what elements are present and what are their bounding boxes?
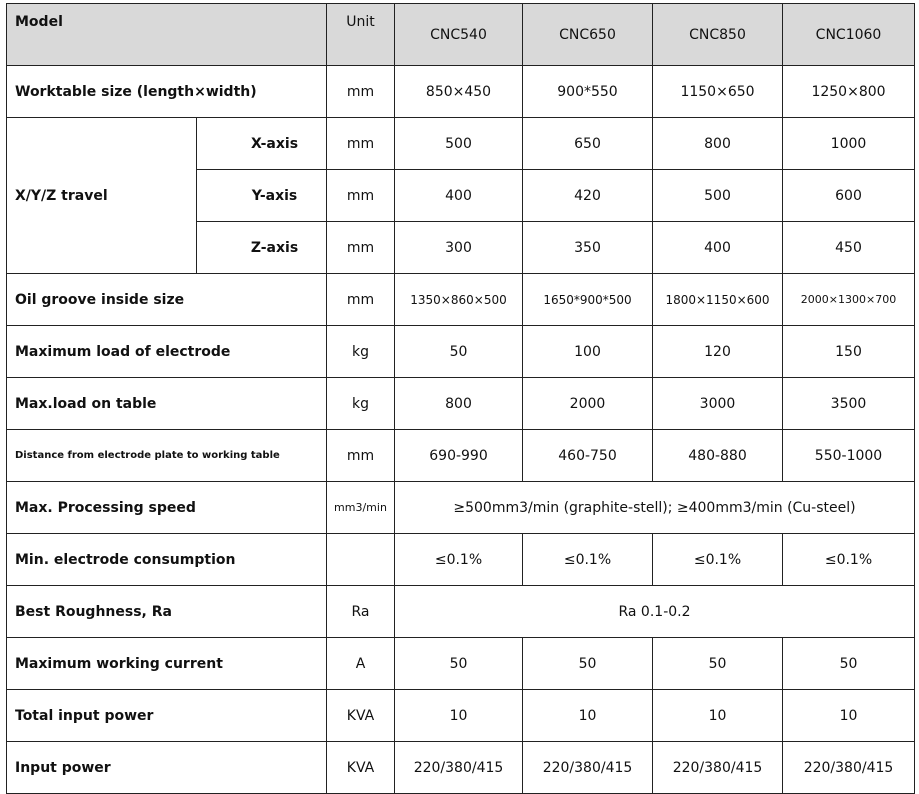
table-row-input-power — [7, 742, 915, 794]
table-row-max-current — [7, 638, 915, 690]
row-unit: kg — [327, 378, 395, 430]
cell-value: 1150×650 — [653, 66, 783, 118]
cell-value: 3000 — [653, 378, 783, 430]
cell-value-merged: ≥500mm3/min (graphite-stell); ≥400mm3/min (Cu-steel) — [395, 482, 915, 534]
cell-value: 460-750 — [523, 430, 653, 482]
cell-value: 100 — [523, 326, 653, 378]
table-row-y-axis — [7, 170, 915, 222]
cell-value: 850×450 — [395, 66, 523, 118]
cell-value: 600 — [783, 170, 915, 222]
axis-label: Z-axis — [197, 222, 327, 274]
header-row — [7, 4, 915, 66]
row-label: Maximum load of electrode — [7, 326, 327, 378]
cell-value: 1650*900*500 — [523, 274, 653, 326]
table-row-worktable — [7, 66, 915, 118]
cell-value: 50 — [395, 638, 523, 690]
table-row-max-load-table — [7, 378, 915, 430]
cell-value: 10 — [783, 690, 915, 742]
cell-value: 500 — [653, 170, 783, 222]
row-unit: mm — [327, 274, 395, 326]
cell-value: 10 — [653, 690, 783, 742]
header-model-1: CNC540 — [395, 4, 523, 66]
table-row-distance — [7, 430, 915, 482]
cell-value: 420 — [523, 170, 653, 222]
header-model: Model — [7, 4, 327, 66]
row-label: Max. Processing speed — [7, 482, 327, 534]
cell-value: 220/380/415 — [395, 742, 523, 794]
cell-value: 1000 — [783, 118, 915, 170]
row-label: Input power — [7, 742, 327, 794]
row-label: Worktable size (length×width) — [7, 66, 327, 118]
cell-value: 400 — [395, 170, 523, 222]
header-model-2: CNC650 — [523, 4, 653, 66]
cell-value: 690-990 — [395, 430, 523, 482]
cell-value: 150 — [783, 326, 915, 378]
table-row-roughness — [7, 586, 915, 638]
row-unit: mm — [327, 222, 395, 274]
row-label: X/Y/Z travel — [7, 170, 197, 222]
cell-value: 50 — [523, 638, 653, 690]
row-unit: mm3/min — [327, 482, 395, 534]
row-label: Max.load on table — [7, 378, 327, 430]
row-label: Distance from electrode plate to working table — [7, 430, 327, 482]
cell-value: 900*550 — [523, 66, 653, 118]
row-unit: A — [327, 638, 395, 690]
table-row-oil-groove — [7, 274, 915, 326]
cell-value: ≤0.1% — [523, 534, 653, 586]
row-unit: mm — [327, 430, 395, 482]
spec-table — [6, 3, 915, 794]
row-label: Min. electrode consumption — [7, 534, 327, 586]
row-unit: mm — [327, 170, 395, 222]
cell-value: 350 — [523, 222, 653, 274]
cell-value: 2000×1300×700 — [783, 274, 915, 326]
travel-label-blank — [7, 222, 197, 274]
row-label: Total input power — [7, 690, 327, 742]
cell-value: 10 — [523, 690, 653, 742]
row-unit — [327, 534, 395, 586]
table-row-total-power — [7, 690, 915, 742]
row-unit: mm — [327, 118, 395, 170]
cell-value: 1350×860×500 — [395, 274, 523, 326]
cell-value: 800 — [395, 378, 523, 430]
cell-value: 300 — [395, 222, 523, 274]
cell-value: 50 — [783, 638, 915, 690]
row-unit: Ra — [327, 586, 395, 638]
row-unit: kg — [327, 326, 395, 378]
table-row-x-axis — [7, 118, 915, 170]
row-label: Oil groove inside size — [7, 274, 327, 326]
row-unit: KVA — [327, 690, 395, 742]
cell-value: 220/380/415 — [653, 742, 783, 794]
table-row-max-load-electrode — [7, 326, 915, 378]
table-row-z-axis — [7, 222, 915, 274]
row-label: Maximum working current — [7, 638, 327, 690]
cell-value: 650 — [523, 118, 653, 170]
cell-value: 50 — [653, 638, 783, 690]
header-model-4: CNC1060 — [783, 4, 915, 66]
cell-value: 550-1000 — [783, 430, 915, 482]
cell-value: 220/380/415 — [523, 742, 653, 794]
row-unit: mm — [327, 66, 395, 118]
header-model-3: CNC850 — [653, 4, 783, 66]
cell-value: 220/380/415 — [783, 742, 915, 794]
cell-value: 1800×1150×600 — [653, 274, 783, 326]
cell-value: 500 — [395, 118, 523, 170]
cell-value: 2000 — [523, 378, 653, 430]
cell-value: 1250×800 — [783, 66, 915, 118]
cell-value: 400 — [653, 222, 783, 274]
table-row-processing-speed — [7, 482, 915, 534]
cell-value: ≤0.1% — [783, 534, 915, 586]
cell-value: 120 — [653, 326, 783, 378]
cell-value: 800 — [653, 118, 783, 170]
axis-label: Y-axis — [197, 170, 327, 222]
cell-value: 10 — [395, 690, 523, 742]
axis-label: X-axis — [197, 118, 327, 170]
travel-label-blank — [7, 118, 197, 170]
cell-value: 450 — [783, 222, 915, 274]
table-row-electrode-consumption — [7, 534, 915, 586]
header-unit: Unit — [327, 4, 395, 66]
cell-value: 50 — [395, 326, 523, 378]
row-unit: KVA — [327, 742, 395, 794]
cell-value: ≤0.1% — [395, 534, 523, 586]
cell-value: 480-880 — [653, 430, 783, 482]
cell-value-merged: Ra 0.1-0.2 — [395, 586, 915, 638]
cell-value: ≤0.1% — [653, 534, 783, 586]
row-label: Best Roughness, Ra — [7, 586, 327, 638]
cell-value: 3500 — [783, 378, 915, 430]
